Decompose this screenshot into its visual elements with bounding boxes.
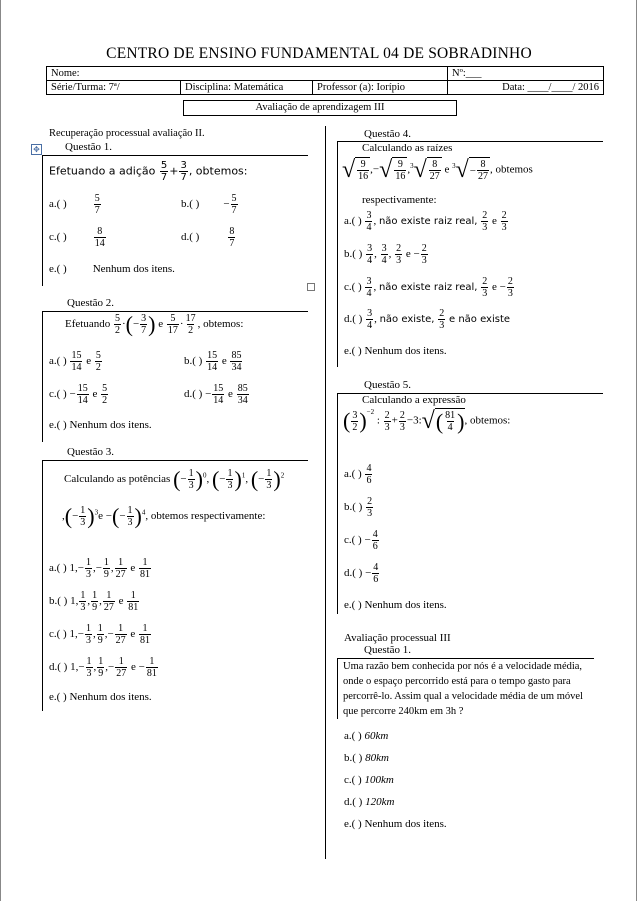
- q2-label: Questão 2.: [67, 297, 115, 309]
- av3-option-b[interactable]: b.( ) 80km: [344, 752, 389, 764]
- q1-option-a[interactable]: a.( ) $\frac{5}{7}$: [49, 193, 100, 216]
- q1-frac-a: $\frac{5}{7}$: [160, 160, 168, 183]
- assessment-title: Avaliação de aprendizagem III: [183, 100, 457, 116]
- q1-prompt: Efetuando a adição $\frac{5}{7}$ + $\frac{3}{7}$ , obtemos:: [49, 160, 248, 183]
- av3-option-c[interactable]: c.( ) 100km: [344, 774, 394, 786]
- q3-option-d[interactable]: d.( ) 1,− $\frac{1}{3}$ , $\frac{1}{9}$ ,− $\frac{1}{27}$ e − $\frac{1}{81}$: [49, 656, 157, 679]
- q3-option-c[interactable]: c.( ) 1,− $\frac{1}{3}$ , $\frac{1}{9}$ ,− $\frac{1}{27}$ e $\frac{1}{81}$: [49, 623, 151, 646]
- q4-option-a[interactable]: a.( ) $\frac{3}{4}$ , não existe raiz real, $\frac{2}{3}$ e $\frac{2}{3}$: [344, 210, 507, 233]
- page-left-edge: [0, 0, 1, 901]
- q1-option-e[interactable]: e.( ) Nenhum dos itens.: [49, 263, 175, 275]
- q2-option-b[interactable]: b.( ) $\frac{15}{14}$ e $\frac{85}{34}$: [184, 350, 242, 373]
- q3-prompt: Calculando as potências (− $\frac{1}{3}$ )$^0$, (− $\frac{1}{3}$ )$^1$, (− $\frac{1}{3}$ )$^2$: [64, 466, 285, 492]
- q1-option-b[interactable]: b.( ) − $\frac{5}{7}$: [181, 193, 237, 216]
- q4-roots: √ $\frac{9}{16}$ ,− √ $\frac{9}{16}$ ,$^3$ √ $\frac{8}{27}$ e $^3$ √ − $\frac{8}{27}$ , obtemos: [342, 157, 533, 183]
- q1-suffix: , obtemos:: [188, 164, 248, 178]
- q1-prompt-text: Efetuando a adição: [49, 164, 156, 178]
- resize-handle[interactable]: [307, 283, 315, 291]
- q5-option-c[interactable]: c.( ) − $\frac{4}{6}$: [344, 529, 378, 552]
- subject-field: Disciplina: Matemática: [181, 81, 313, 95]
- student-info-table: [46, 66, 604, 95]
- number-field[interactable]: Nº:___: [448, 67, 604, 81]
- q4-option-e[interactable]: e.( ) Nenhum dos itens.: [344, 345, 447, 357]
- table-move-icon[interactable]: ✥: [31, 144, 42, 155]
- av3-q1-text: Uma razão bem conhecida por nós é a velocidade média, onde o espaço percorrido está para o tempo gasto para percorrê-lo. Assim qual a velocidade média de um móvel que percorre 240km em 3h ?: [337, 658, 594, 719]
- q5-option-e[interactable]: e.( ) Nenhum dos itens.: [344, 599, 447, 611]
- av3-option-e[interactable]: e.( ) Nenhum dos itens.: [344, 818, 447, 830]
- q4-option-d[interactable]: d.( ) $\frac{3}{4}$ , não existe, $\frac{2}{3}$ e não existe: [344, 308, 511, 331]
- q5-expression: ( $\frac{3}{2}$ )$^{-2}$ : $\frac{2}{3}$ + $\frac{2}{3}$ −3: √ ( $\frac{81}{4}$ ) , obtemos:: [343, 408, 511, 434]
- q3-label: Questão 3.: [67, 446, 115, 458]
- q4-option-b[interactable]: b.( ) $\frac{3}{4}$ , $\frac{3}{4}$ , $\frac{2}{3}$ e − $\frac{2}{3}$: [344, 243, 427, 266]
- q1-option-d[interactable]: d.( ) $\frac{8}{7}$: [181, 226, 235, 249]
- date-field[interactable]: Data: ____/____/ 2016: [448, 81, 604, 95]
- av3-q1-label: Questão 1.: [364, 644, 412, 656]
- av3-title: Avaliação processual III: [344, 632, 451, 644]
- section-title: Recuperação processual avaliação II.: [49, 128, 205, 139]
- class-field[interactable]: Série/Turma: 7ª/: [47, 81, 181, 95]
- q2-option-c[interactable]: c.( ) − $\frac{15}{14}$ e $\frac{5}{2}$: [49, 383, 108, 406]
- q3-option-a[interactable]: a.( ) 1,− $\frac{1}{3}$ ,− $\frac{1}{9}$ , $\frac{1}{27}$ e $\frac{1}{81}$: [49, 557, 151, 580]
- q4-option-c[interactable]: c.( ) $\frac{3}{4}$ , não existe raiz real, $\frac{2}{3}$ e − $\frac{2}{3}$: [344, 276, 513, 299]
- q5-prompt: Calculando a expressão: [362, 394, 466, 406]
- q2-option-a[interactable]: a.( ) $\frac{15}{14}$ e $\frac{5}{2}$: [49, 350, 101, 373]
- q4-prompt-2: respectivamente:: [362, 194, 437, 206]
- q1-frac-b: $\frac{3}{7}$: [180, 160, 187, 183]
- column-divider: [325, 126, 326, 859]
- name-field[interactable]: Nome:: [47, 67, 448, 81]
- page-right-edge: [636, 0, 637, 901]
- q5-option-a[interactable]: a.( ) $\frac{4}{6}$: [344, 463, 372, 486]
- q3-option-b[interactable]: b.( ) 1, $\frac{1}{3}$ , $\frac{1}{9}$ , $\frac{1}{27}$ e $\frac{1}{81}$: [49, 590, 139, 613]
- q4-prompt: Calculando as raízes: [362, 142, 453, 154]
- q2-prompt: Efetuando $\frac{5}{2}$ ·(− $\frac{3}{7}$ ) e $\frac{5}{17}$ · $\frac{17}{2}$ , obtemos:: [65, 311, 244, 337]
- q2-option-d[interactable]: d.( ) − $\frac{15}{14}$ e $\frac{85}{34}$: [184, 383, 248, 406]
- q3-option-e[interactable]: e.( ) Nenhum dos itens.: [49, 691, 152, 703]
- av3-option-d[interactable]: d.( ) 120km: [344, 796, 395, 808]
- av3-option-a[interactable]: a.( ) 60km: [344, 730, 389, 742]
- q1-option-c[interactable]: c.( ) $\frac{8}{14}$: [49, 226, 105, 249]
- q4-label: Questão 4.: [364, 128, 412, 140]
- q5-option-b[interactable]: b.( ) $\frac{2}{3}$: [344, 496, 373, 519]
- q5-label: Questão 5.: [364, 379, 412, 391]
- q1-label: Questão 1.: [65, 141, 113, 153]
- page-title: CENTRO DE ENSINO FUNDAMENTAL 04 DE SOBRADINHO: [106, 45, 532, 62]
- q5-option-d[interactable]: d.( ) − $\frac{4}{6}$: [344, 562, 379, 585]
- q2-option-e[interactable]: e.( ) Nenhum dos itens.: [49, 419, 152, 431]
- teacher-field: Professor (a): Iorípio: [313, 81, 448, 95]
- q3-prompt-line2: ,(− $\frac{1}{3}$ )$^3$e −(− $\frac{1}{3}$ )$^4$, obtemos respectivamente:: [62, 503, 266, 529]
